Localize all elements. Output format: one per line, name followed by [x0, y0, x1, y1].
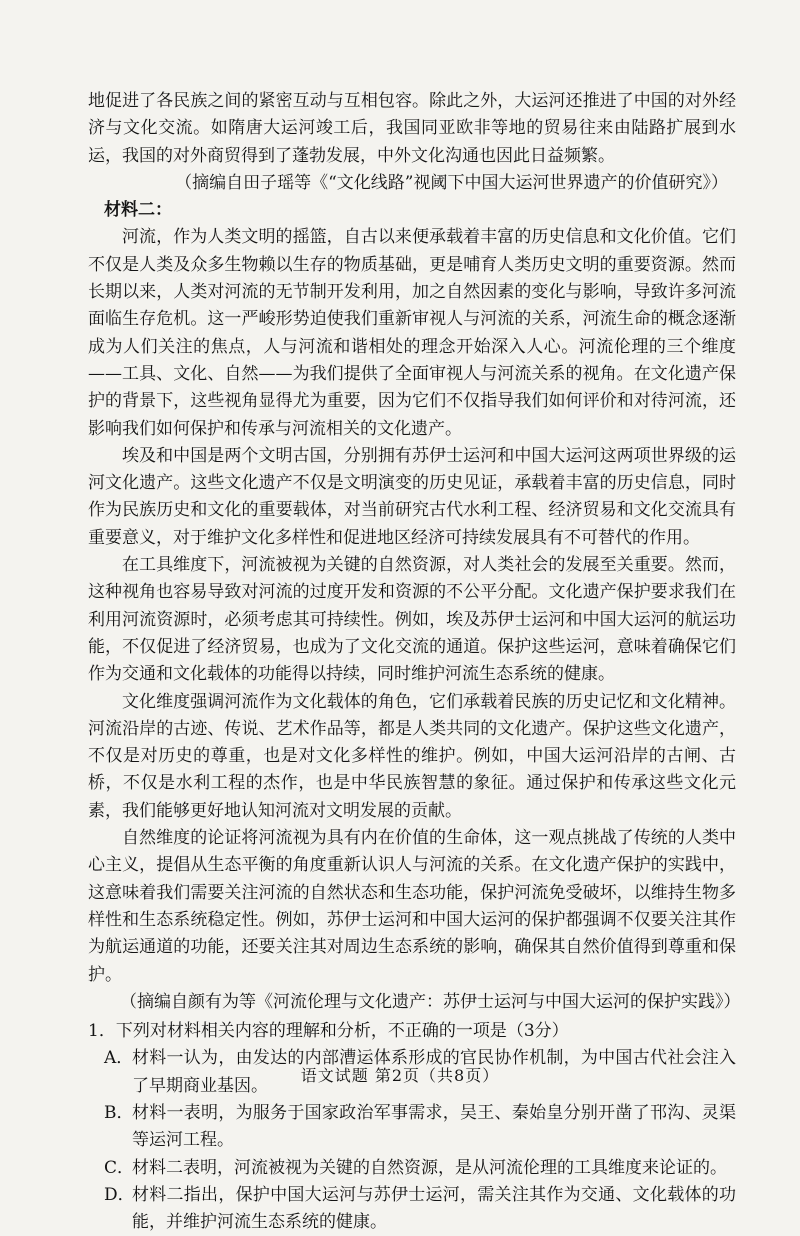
option-b — [104, 1100, 736, 1155]
material2-paragraph-3: 在工具维度下，河流被视为关键的自然资源，对人类社会的发展至关重要。然而，这种视角也容易导致对河流的过度开发和资源的不公平分配。文化遗产保护要求我们在利用河流资源时，必须考虑其可持续性。例如，埃及苏伊士运河和中国大运河的航运功能，不仅促进了经济贸易，也成为了文化交流的通道。保护这些运河，意味着确保它们作为交通和文化载体的功能得以持续，同时维护河流生态系统的健康。 — [88, 555, 736, 685]
material2-paragraph-5: 自然维度的论证将河流视为具有内在价值的生命体，这一观点挑战了传统的人类中心主义，提倡从生态平衡的角度重新认识人与河流的关系。在文化遗产保护的实践中，这意味着我们需要关注河流的自然状态和生态功能，保护河流免受破坏，以维持生物多样性和生态系统稳定性。例如，苏伊士运河和中国大运河的保护都强调不仅要关注其作为航运通道的功能，还要关注其对周边生态系统的影响，确保其自然价值得到尊重和保护。 — [88, 828, 736, 985]
option-c-key: C． — [104, 1157, 135, 1178]
material2-paragraph-1: 河流，作为人类文明的摇篮，自古以来便承载着丰富的历史信息和文化价值。它们不仅是人类及众多生物赖以生存的物质基础，更是哺育人类历史文明的重要资源。然而长期以来，人类对河流的无节制开发利用，加之自然因素的变化与影响，导致许多河流面临生存危机。这一严峻形势迫使我们重新审视人与河流的关系，河流生命的概念逐渐成为人们关注的焦点，人与河流和谐相处的理念开始深入人心。河流伦理的三个维度——工具、文化、自然——为我们提供了全面审视人与河流关系的视角。在文化遗产保护的背景下，这些视角显得尤为重要，因为它们不仅指导我们如何评价和对待河流，还影响我们如何保护和传承与河流相关的文化遗产。 — [88, 227, 736, 439]
material2-paragraph-2: 埃及和中国是两个文明古国，分别拥有苏伊士运河和中国大运河这两项世界级的运河文化遗产。这些文化遗产不仅是文明演变的历史见证，承载着丰富的历史信息，同时作为民族历史和文化的重要载体，对当前研究古代水利工程、经济贸易和文化交流具有重要意义，对于维护文化多样性和促进地区经济可持续发展具有不可替代的作用。 — [88, 445, 736, 548]
option-d — [104, 1182, 736, 1236]
material1-tail-paragraph: 地促进了各民族之间的紧密互动与互相包容。除此之外，大运河还推进了中国的对外经济与文化交流。如隋唐大运河竣工后，我国同亚欧非等地的贸易往来由陆路扩展到水运，我国的对外商贸得到了蓬勃发展，中外文化沟通也因此日益频繁。 — [88, 91, 736, 166]
page-footer: 语文试题 第2页（共8页） — [300, 1066, 500, 1085]
option-c-text: 材料二表明，河流被视为关键的自然资源，是从河流伦理的工具维度来论证的。 — [132, 1157, 727, 1178]
question-1-stem: 1．下列对材料相关内容的理解和分析，不正确的一项是（3分） — [88, 1021, 569, 1042]
citation-material1: （摘编自田子瑶等《“文化线路”视阈下中国大运河世界遗产的价值研究》） — [175, 172, 728, 193]
option-b-text: 材料一表明，为服务于国家政治军事需求，吴王、秦始皇分别开凿了邗沟、灵渠等运河工程。 — [132, 1102, 736, 1151]
option-a-text: 材料一认为，由发达的内部漕运体系形成的官民协作机制，为中国古代社会注入了早期商业基因。 — [132, 1048, 736, 1096]
citation-material2: （摘编自颜有为等《河流伦理与文化遗产：苏伊士运河与中国大运河的保护实践》） — [120, 991, 741, 1012]
material2-paragraph-4: 文化维度强调河流作为文化载体的角色，它们承载着民族的历史记忆和文化精神。河流沿岸的古迹、传说、艺术作品等，都是人类共同的文化遗产。保护这些文化遗产，不仅是对历史的尊重，也是对文化多样性的维护。例如，中国大运河沿岸的古闸、古桥，不仅是水利工程的杰作，也是中华民族智慧的象征。通过保护和传承这些文化元素，我们能够更好地认知河流对文明发展的贡献。 — [88, 691, 736, 821]
option-c — [104, 1155, 736, 1182]
option-d-text: 材料二指出，保护中国大运河与苏伊士运河，需关注其作为交通、文化载体的功能，并维护河流生态系统的健康。 — [132, 1184, 736, 1233]
material2-heading: 材料二： — [104, 200, 172, 221]
option-d-key: D． — [104, 1184, 135, 1205]
option-b-key: B． — [104, 1102, 134, 1123]
option-a-key: A． — [104, 1048, 134, 1069]
